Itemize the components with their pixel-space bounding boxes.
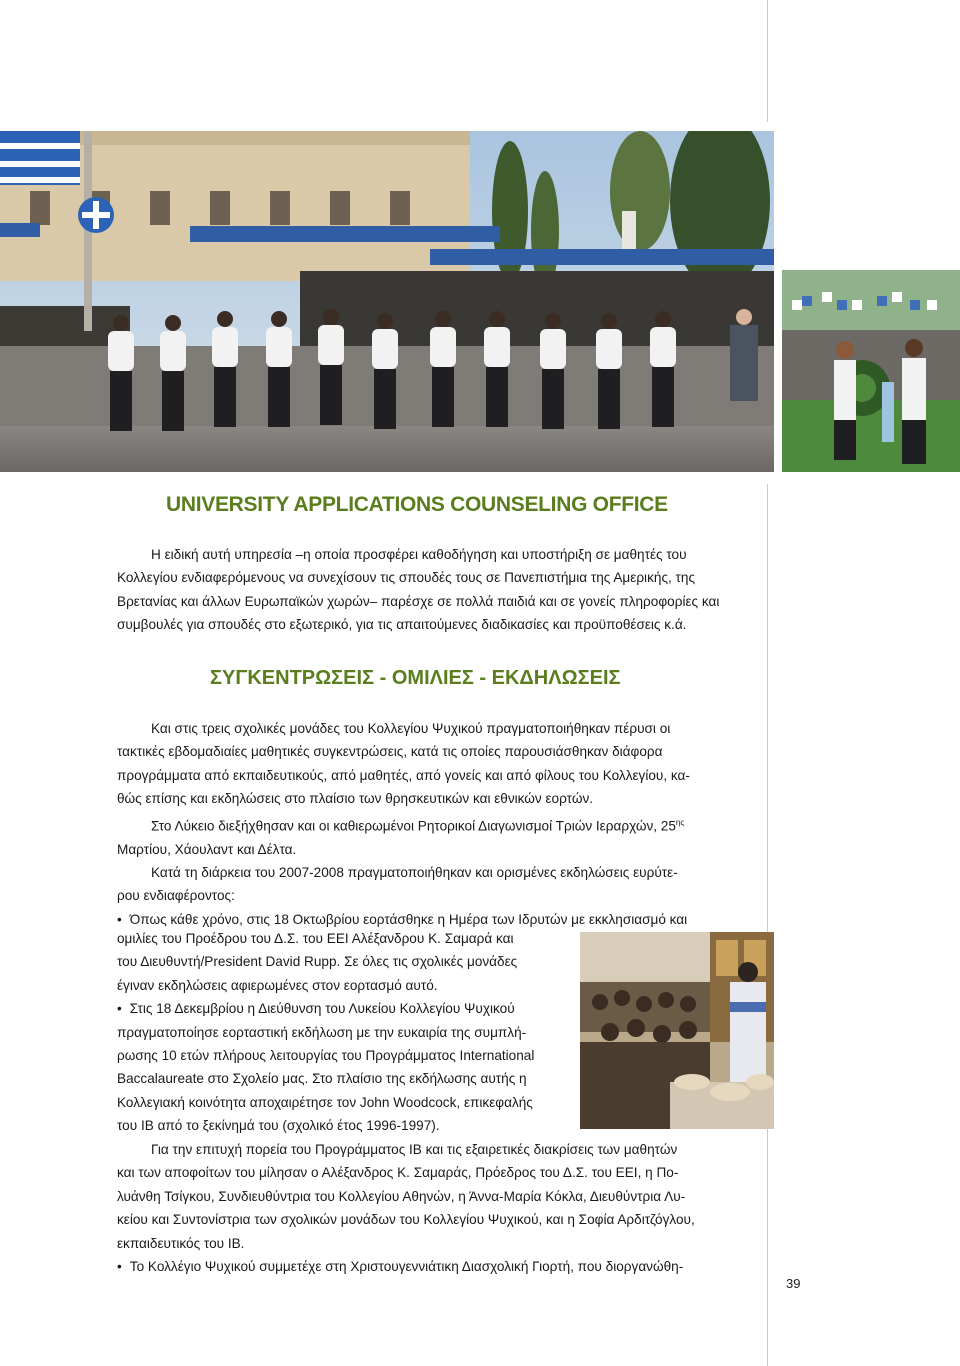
bullet-marker: • bbox=[117, 911, 122, 927]
text-line: κείου και Συντονίστρια των σχολικών μονάδων του Κολλεγίου Ψυχικού, και η Σοφία Αρδιτζόγλου, bbox=[117, 1212, 695, 1228]
text-line: συμβουλές για σπουδές στο εξωτερικό, για τις απαιτούμενες διαδικασίες και προϋποθέσεις κ.ά. bbox=[117, 617, 687, 633]
text-line: εκπαιδευτικός του ΙΒ. bbox=[117, 1235, 245, 1251]
text-line: Μαρτίου, Χάουλαντ και Δέλτα. bbox=[117, 841, 297, 857]
text-line bbox=[117, 997, 572, 1020]
closing-paragraph bbox=[117, 1138, 732, 1278]
text-line: και των αποφοίτων του μίλησαν ο Αλέξανδρος Κ. Σαμαράς, Πρόεδρος του Δ.Σ. του ΕΕΙ, η Πο- bbox=[117, 1165, 679, 1181]
wreath-photo-image bbox=[782, 270, 960, 472]
bullet-marker: • bbox=[117, 1001, 122, 1017]
text-line: Και στις τρεις σχολικές μονάδες του Κολλεγίου Ψυχικού πραγματοποιήθηκαν πέρυσι οι bbox=[151, 721, 671, 736]
parade-photo-image bbox=[0, 131, 774, 472]
text-line: θώς επίσης και εκδηλώσεις στο πλαίσιο των θρησκευτικών και εθνικών εορτών. bbox=[117, 791, 594, 807]
church-ceremony-photo-image bbox=[580, 932, 774, 1129]
parade-photo bbox=[0, 131, 774, 472]
text-line: Baccalaureate στο Σχολείο μας. Στο πλαίσιο της εκδήλωσης αυτής η bbox=[117, 1071, 527, 1087]
text-line: Βρετανίας και άλλων Ευρωπαϊκών χωρών– παρέσχε σε πολλά παιδιά και σε γονείς πληροφορίες και bbox=[117, 593, 720, 609]
text-line: Κολλεγίου ενδιαφερόμενους να συνεχίσουν τις σπουδές τους σε Πανεπιστήμια της Αμερικής, της bbox=[117, 570, 696, 586]
text-line: Η ειδική αυτή υπηρεσία –η οποία προσφέρει καθοδήγηση και υποστήριξη σε μαθητές του bbox=[151, 547, 687, 562]
bullet-marker: • bbox=[117, 1259, 122, 1275]
text-line: πραγματοποίησε εορταστική εκδήλωση με την ευκαιρία της συμπλή- bbox=[117, 1024, 527, 1040]
text-line: Κολλεγιακή κοινότητα αποχαιρέτησε τον John Woodcock, επικεφαλής bbox=[117, 1094, 533, 1110]
text-line: ομιλίες του Προέδρου του Δ.Σ. του ΕΕΙ Αλέξανδρου Κ. Σαμαρά και bbox=[117, 931, 514, 946]
page-number: 39 bbox=[786, 1276, 801, 1291]
top-right-rule bbox=[767, 0, 768, 122]
bullet-text: Το Κολλέγιο Ψυχικού συμμετέχε στη Χριστουγεννιάτικη Διασχολική Γιορτή, που διοργανώθη- bbox=[129, 1259, 684, 1275]
text-line bbox=[117, 811, 732, 838]
church-ceremony-photo bbox=[580, 932, 774, 1129]
bullet-text: Στις 18 Δεκεμβρίου η Διεύθυνση του Λυκείου Κολλεγίου Ψυχικού bbox=[129, 1001, 515, 1017]
text-line: Για την επιτυχή πορεία του Προγράμματος ΙΒ και τις εξαιρετικές διακρίσεις των μαθητών bbox=[151, 1142, 678, 1157]
text-line: ρου ενδιαφέροντος: bbox=[117, 888, 235, 904]
lyceum-text: Στο Λύκειο διεξήχθησαν και οι καθιερωμένοι Ρητορικοί Διαγωνισμοί Τριών Ιεραρχών, 25 bbox=[151, 818, 676, 834]
bullet-narrow-paragraph bbox=[117, 927, 572, 1138]
section-title-counseling: UNIVERSITY APPLICATIONS COUNSELING OFFICE bbox=[166, 493, 668, 516]
wreath-photo bbox=[782, 270, 960, 472]
text-line: προγράμματα από εκπαιδευτικούς, από μαθητές, από γονείς και από φίλους του Κολλεγίου, κα- bbox=[117, 767, 690, 783]
text-line: του Διευθυντή/President David Rupp. Σε όλες τις σχολικές μονάδες bbox=[117, 954, 518, 970]
right-column-rule bbox=[767, 484, 768, 1366]
section-title-gatherings: ΣΥΓΚΕΝΤΡΩΣΕΙΣ - ΟΜΙΛΙΕΣ - ΕΚΔΗΛΩΣΕΙΣ bbox=[210, 667, 621, 689]
text-line: ρωσης 10 ετών πλήρους λειτουργίας του Προγράμματος International bbox=[117, 1048, 535, 1064]
text-line: Κατά τη διάρκεια του 2007-2008 πραγματοποιήθηκαν και ορισμένες εκδηλώσεις ευρύτε- bbox=[151, 864, 678, 880]
text-line: έγιναν εκδηλώσεις αφιερωμένες στον εορτασμό αυτό. bbox=[117, 977, 438, 993]
text-line: λυάνθη Τσίγκου, Συνδιευθύντρια του Κολλεγίου Αθηνών, η Άννα-Μαρία Κόκλα, Διευθύντρια Λυ- bbox=[117, 1188, 686, 1204]
gatherings-intro-paragraph bbox=[117, 717, 732, 931]
bullet-text: Όπως κάθε χρόνο, στις 18 Οκτωβρίου εορτάσθηκε η Ημέρα των Ιδρυτών με εκκλησιασμό και bbox=[129, 911, 688, 927]
text-line bbox=[117, 1255, 732, 1278]
text-line: του ΙΒ από το ξεκίνημά του (σχολικό έτος 1996-1997). bbox=[117, 1118, 440, 1134]
ordinal-superscript: ης bbox=[675, 817, 685, 827]
counseling-paragraph bbox=[117, 543, 732, 637]
text-line: τακτικές εβδομαδιαίες μαθητικές συγκεντρώσεις, κατά τις οποίες παρουσιάσθηκαν διάφορα bbox=[117, 744, 663, 760]
